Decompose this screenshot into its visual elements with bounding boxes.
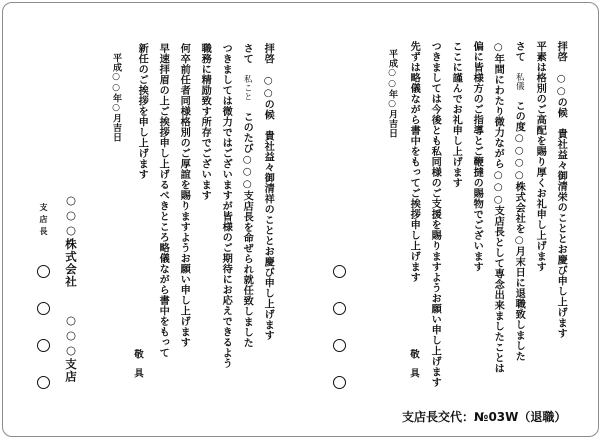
template-caption: 支店長交代：№03W（退職） bbox=[402, 410, 567, 424]
right-line-1: 拝啓 ○○の候 貴社益々御清栄のこととお慶び申し上げます bbox=[555, 41, 568, 339]
left-line-3: つきましては微力ではございますが皆様のご期待にお応えできるよう bbox=[220, 43, 233, 369]
right-circle-2 bbox=[333, 302, 346, 315]
right-circle-3 bbox=[333, 339, 346, 352]
right-line-5: 偏に皆様方のご指導とご鞭撻の賜物でございます bbox=[471, 41, 484, 272]
right-line-4: ○年間にわたり微力ながら○○○支店長として専念出来ましたことは bbox=[492, 41, 505, 374]
left-line-4: 職務に精励致す所存でございます bbox=[199, 43, 212, 201]
branch-name: ○○○支店 bbox=[64, 313, 78, 383]
right-line-3c: この度○○○○株式会社を○月末日に退職致しました bbox=[513, 100, 526, 362]
left-line-6: 早速拝眉の上ご挨拶申し上げるべきところ略儀ながら書中をもって bbox=[157, 43, 170, 358]
right-line-2: 平素は格別のご高配を賜り厚くお礼申し上げます bbox=[534, 41, 547, 272]
left-line-1: 拝啓 ○○の候 貴社益々御清祥のこととお慶び申し上げます bbox=[262, 43, 275, 341]
left-line-5: 何卒前任者同様格別のご厚誼を賜りますようお願い申し上げます bbox=[178, 43, 191, 348]
left-circle-4 bbox=[37, 376, 50, 389]
left-line-2 bbox=[236, 43, 257, 348]
right-circle-4 bbox=[333, 376, 346, 389]
left-date: 平成○○年○月吉日 bbox=[111, 53, 121, 143]
right-line-6: ここに謹んでお礼申し上げます bbox=[450, 41, 463, 188]
right-circle-1 bbox=[333, 265, 346, 278]
right-closing: 敬 具 bbox=[408, 349, 419, 378]
left-line-7: 新任のご挨拶を申し上げます bbox=[136, 43, 149, 180]
letter-card bbox=[2, 2, 599, 437]
left-circle-2 bbox=[37, 302, 50, 315]
right-line-7: つきましては今後とも私同様のご支援を賜りますようお願い申し上げます bbox=[429, 41, 442, 388]
left-line-2b: 私こと bbox=[242, 74, 253, 101]
right-line-3b: 私儀 bbox=[514, 72, 525, 91]
left-closing: 敬 具 bbox=[132, 349, 143, 378]
company-name: ○○○株式会社 bbox=[64, 193, 78, 288]
left-circle-1 bbox=[37, 265, 50, 278]
right-line-3a: さて bbox=[513, 41, 526, 62]
right-date: 平成○○年○月吉日 bbox=[387, 49, 397, 139]
role-title: 支店長 bbox=[39, 203, 49, 239]
left-circle-3 bbox=[37, 339, 50, 352]
left-line-2a: さて bbox=[241, 43, 254, 64]
right-line-3 bbox=[508, 41, 529, 362]
left-line-2c: このたび○○○支店長を命ぜられ就任致しました bbox=[241, 111, 254, 348]
right-line-8: 先ずは略儀ながら書中をもってご挨拶申し上げます bbox=[408, 41, 421, 283]
